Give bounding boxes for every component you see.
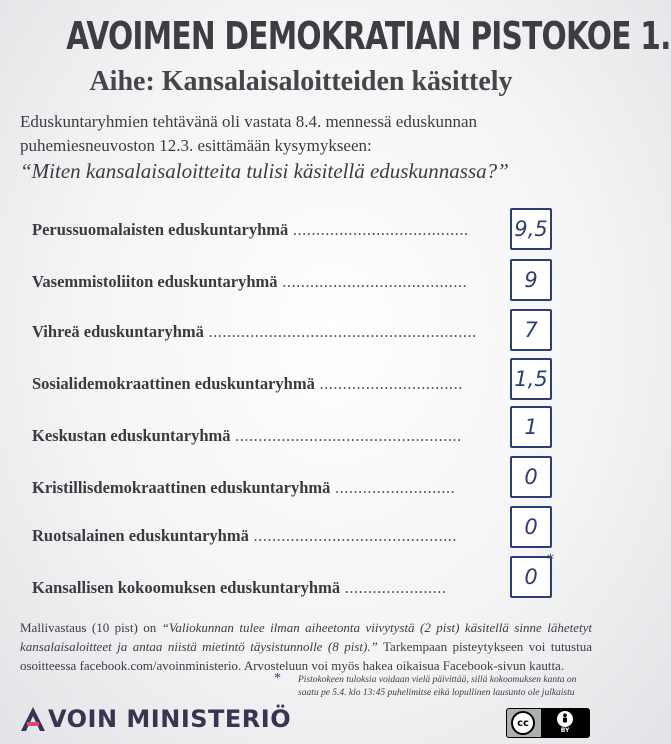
score-box [510,358,552,400]
score-value: 1 [524,415,538,439]
model-answer-lead: Mallivastaus (10 pist) on [20,620,162,635]
model-answer-quote: “Valiokunnan tulee ilman aiheetonta viivytystä (2 pist) käsitellä sinne lähetetyt kansalaisaloitteet ja antaa niistä mietintö täysistunnolle (8 pist).” [20,620,592,654]
leader-dots: ............................... [314,374,463,393]
score-value: 0 [524,515,538,539]
by-label: BY [560,727,570,734]
score-value: 0 [524,465,538,489]
leader-dots: .......................... [330,478,456,497]
model-answer-rest: Tarkempaan pisteytykseen voi tutustua osoitteessa facebook.com/avoinministerio. Arvosteluun voi myös hakea oikaisua Facebook-sivun kautta. [20,639,592,673]
leader-dots: .......................................................... [203,322,477,341]
score-box [510,208,552,250]
page-title: AVOIMEN DEMOKRATIAN PISTOKOE 1. [66,14,671,58]
group-row [32,220,472,240]
score-box [510,456,552,498]
question-text: “Miten kansalaisaloitteita tulisi käsitellä eduskunnassa?” [20,159,509,183]
score-box [510,309,552,351]
group-row [32,374,472,394]
group-name: Ruotsalainen eduskuntaryhmä [32,526,249,545]
by-area [541,709,589,737]
leader-dots: ............................................ [248,526,457,545]
group-name: Sosialidemokraattinen eduskuntaryhmä [32,374,315,393]
person-icon [557,711,573,727]
group-name: Keskustan eduskuntaryhmä [32,426,231,445]
group-row [32,322,477,342]
logo-a-icon [20,706,46,732]
group-row [32,272,472,292]
cc-icon: cc [511,711,535,735]
score-value: 0 [524,565,538,589]
group-name: Kristillisdemokraattinen eduskuntaryhmä [32,478,331,497]
group-row [32,478,472,498]
score-value: 7 [524,318,538,342]
score-value: 9,5 [514,217,548,241]
model-answer [20,618,592,675]
group-name: Kansallisen kokoomuksen eduskuntaryhmä [32,578,341,597]
asterisk-icon: * [274,671,281,686]
logo-text: VOIN MINISTERIÖ [48,705,292,733]
group-row [32,526,472,546]
leader-dots: ................................................. [230,426,462,445]
leader-dots: ...................................... [288,220,469,239]
cc-by-license-badge [506,708,590,738]
score-box [510,406,552,448]
score-box [510,506,552,548]
page-subtitle: Aihe: Kansalaisaloitteiden käsittely [89,66,513,97]
leader-dots: ...................... [340,578,447,597]
group-row [32,426,472,446]
score-box [510,259,552,301]
group-name: Vasemmistoliiton eduskuntaryhmä [32,272,278,291]
intro-text: Eduskuntaryhmien tehtävänä oli vastata 8.4. mennessä eduskunnan puhemiesneuvoston 12.3. esittämään kysymykseen: [20,112,477,155]
footnote-text: Pistokokeen tuloksia voidaan vielä päivittää, sillä kokoomuksen kanta on saatu pe 5.4. klo 13:45 puhelimitse eikä lopullinen lausunto ole julkaistu [298,675,577,698]
score-box [510,552,554,598]
score-value: 9 [524,268,538,292]
leader-dots: ........................................ [277,272,468,291]
group-name: Vihreä eduskuntaryhmä [32,322,204,341]
footnote [274,671,588,700]
avoin-ministerio-logo [20,704,291,734]
group-row [32,578,472,598]
asterisk-icon: * [547,552,554,568]
score-value: 1,5 [514,367,548,391]
group-name: Perussuomalaisten eduskuntaryhmä [32,220,289,239]
